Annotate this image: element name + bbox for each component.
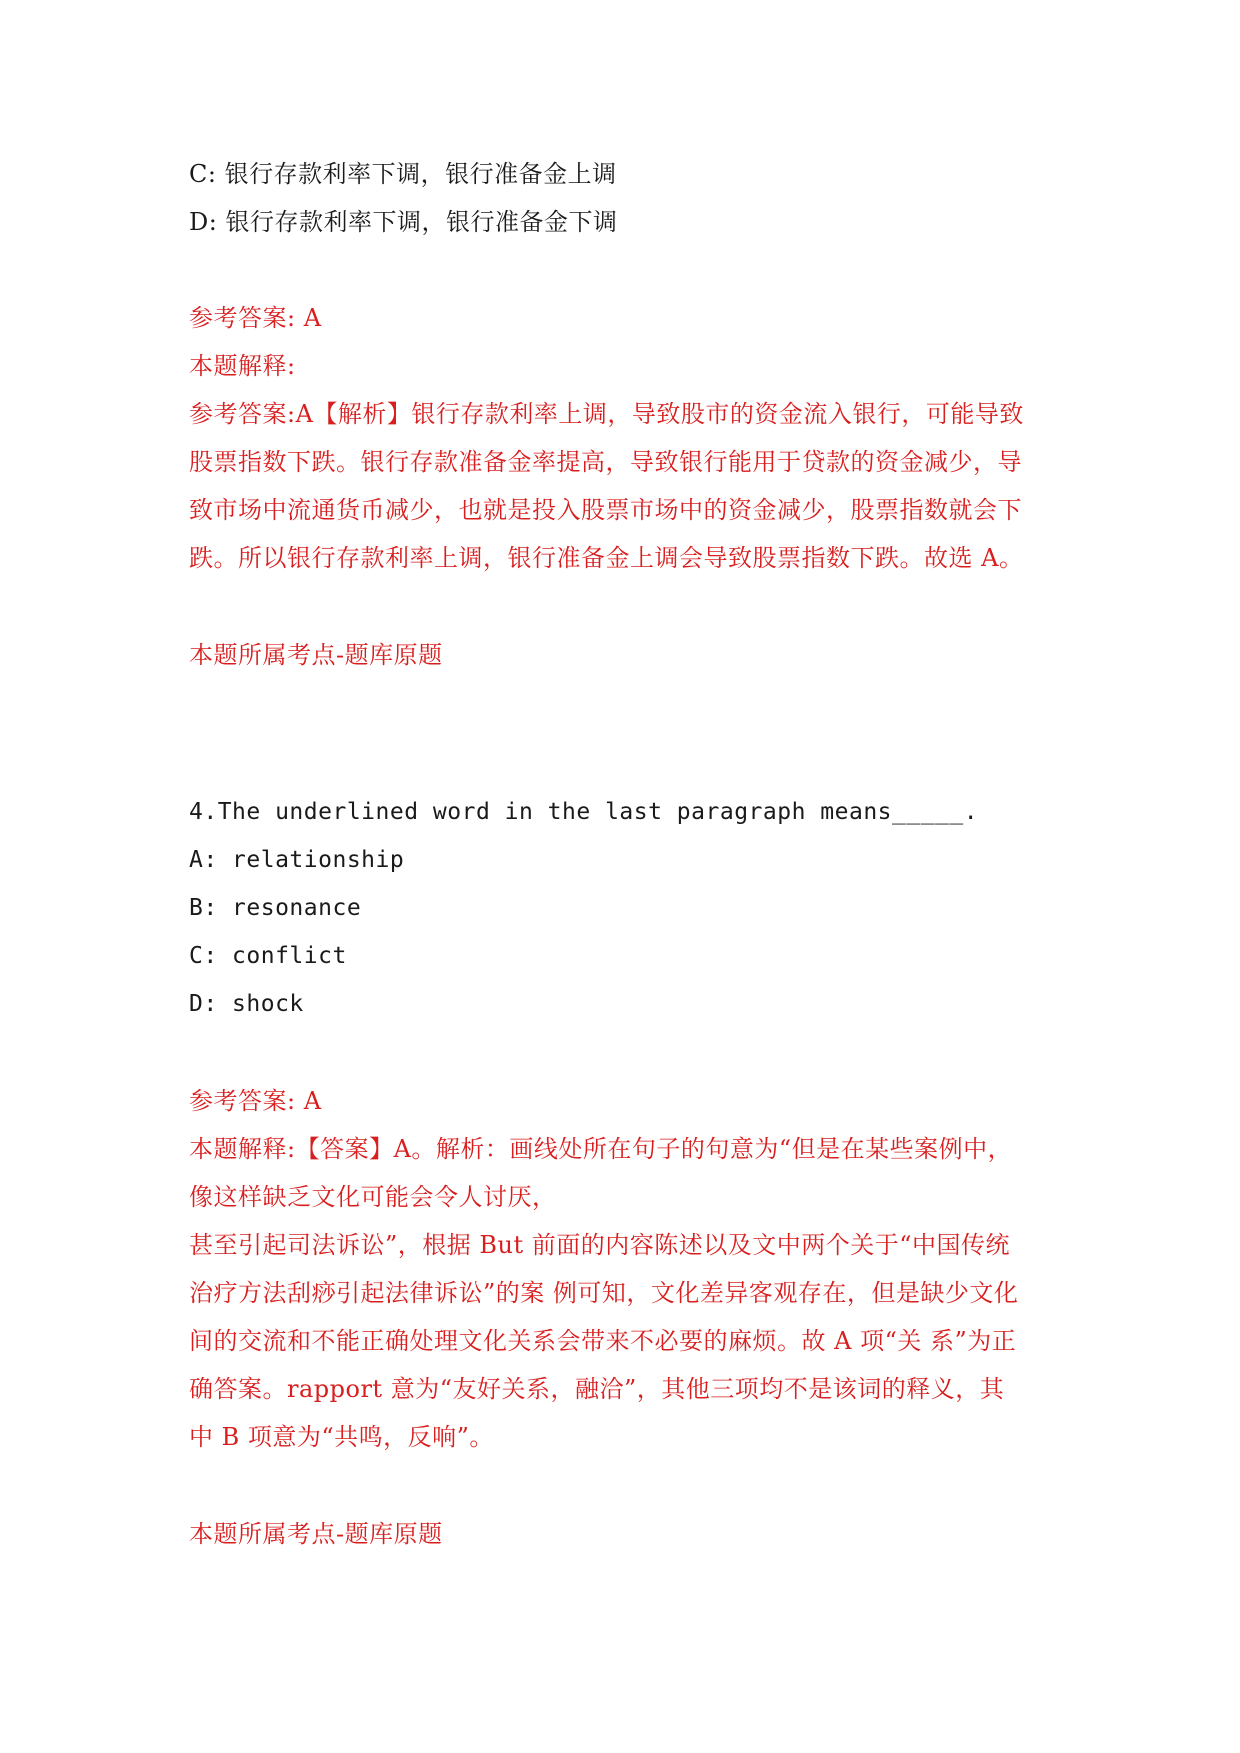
option-key: D: [189,991,233,1017]
option-key: C: [189,160,225,188]
option-text: 银行存款利率下调，银行准备金上调 [224,160,617,188]
option-key: D: [189,208,226,236]
explanation-label: 本题解释: [189,352,296,380]
explanation-line: 跌。所以银行存款利率上调，银行准备金上调会导致股票指数下跌。故选 A。 [189,544,1024,572]
option-text: shock [232,991,304,1017]
explanation-line: 致市场中流通货币减少，也就是投入股票市场中的资金减少，股票指数就会下 [189,496,1022,524]
question-source: 本题所属考点-题库原题 [189,1520,443,1548]
question-source: 本题所属考点-题库原题 [189,641,443,669]
option-d [189,988,304,1020]
explanation-line: 治疗方法刮痧引起法律诉讼”的案 例可知，文化差异客观存在，但是缺少文化 [189,1279,1019,1307]
option-b [189,892,361,924]
explanation-line: 确答案。rapport 意为“友好关系，融洽”，其他三项均不是该词的释义，其 [189,1375,1005,1403]
option-key: B: [189,895,233,921]
reference-answer: 参考答案: A [189,304,322,332]
option-c [189,158,617,190]
option-a [189,844,404,876]
option-c [189,940,347,972]
explanation-line: 甚至引起司法诉讼”，根据 But 前面的内容陈述以及文中两个关于“中国传统 [189,1231,1011,1259]
explanation-line: 股票指数下跌。银行存款准备金率提高，导致银行能用于贷款的资金减少，导 [189,448,1022,476]
reference-answer: 参考答案: A [189,1087,322,1115]
option-text: 银行存款利率下调，银行准备金下调 [225,208,618,236]
option-d [189,206,617,238]
option-key: A: [189,847,233,873]
option-key: C: [189,943,233,969]
question-stem: 4.The underlined word in the last paragraph means_____. [189,799,979,825]
option-text: conflict [232,943,347,969]
explanation-line: 像这样缺乏文化可能会令人讨厌， [189,1183,557,1211]
explanation-line: 本题解释:【答案】A。解析：画线处所在句子的句意为“但是在某些案例中， [189,1135,1013,1163]
option-text: relationship [232,847,405,873]
explanation-line: 中 B 项意为“共鸣，反响”。 [189,1423,494,1451]
explanation-line: 间的交流和不能正确处理文化关系会带来不必要的麻烦。故 A 项“关 系”为正 [189,1327,1017,1355]
option-text: resonance [232,895,362,921]
explanation-line: 参考答案:A【解析】银行存款利率上调，导致股市的资金流入银行，可能导致 [189,400,1024,428]
